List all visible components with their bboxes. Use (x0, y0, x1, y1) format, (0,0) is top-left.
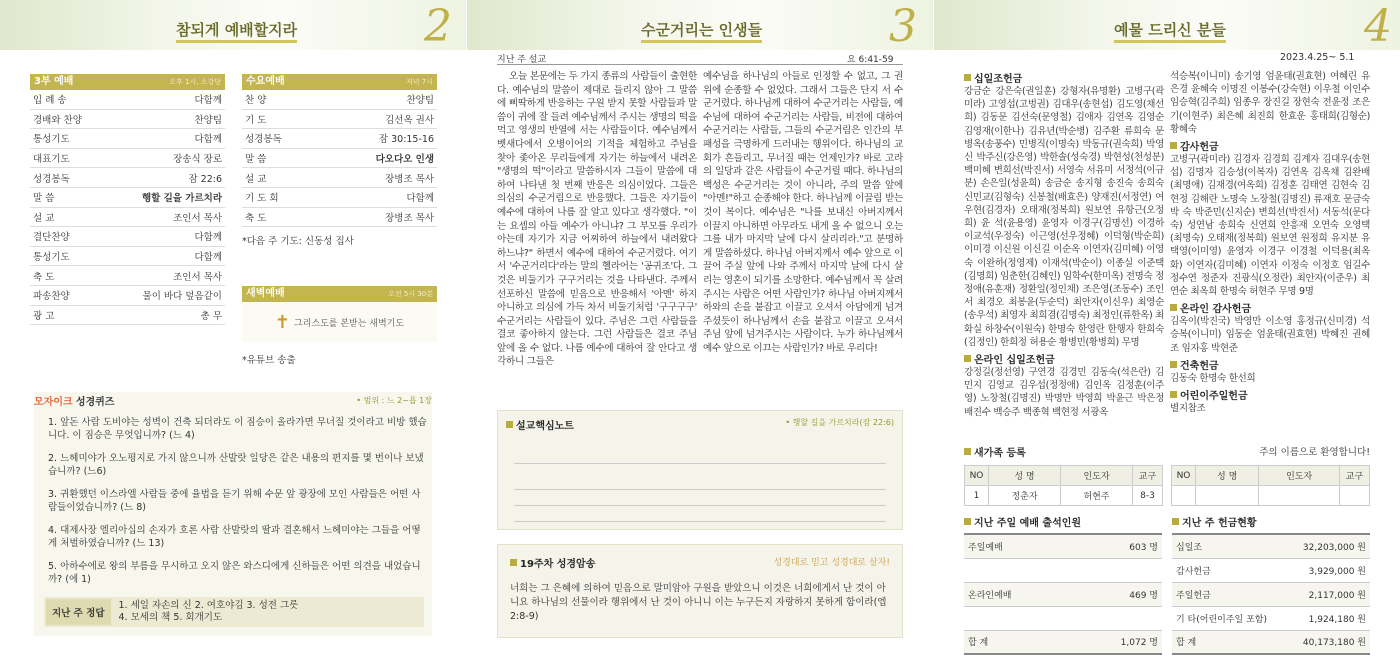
sermon-label: 지난 주 설교 (497, 55, 547, 65)
new-family-table-left: NO 성 명 인도자 교구 1 정춘자 허현주 8-3 (964, 465, 1163, 506)
cross-icon: ✝ (274, 311, 291, 333)
page-title: 예물 드리신 분들 (1114, 21, 1226, 43)
table-row (964, 558, 1162, 582)
table-row: 감사헌금 3,929,000 원 (1172, 558, 1370, 582)
tithe-names: 강금순 강은숙(권일훈) 강형자(유명환) 고병구(곽미라) 고영섭(고벙권) 김대우(송현섭) 김도영(채선희) 김동문 김선숙(문영철) 김애자 김연옥 김영순 김영재(이한나) 김유년(박순병) 김주환 류희숙 문병옥(송풍수) 민병직(이명숙) 박동규(권숙희) 박영신 박주신(강은영) 박한솔(성숙경) 박현성(천성분) 백미혜 변희선(박진서) 서영숙 서유미 서정석(이규분) 손은일(성윤희) 송금순 송지형 송진숙 송희숙 신민교(김형숙) 신봉철(배효은) 양재진(서정연) 여우현(김경자) 오태재(정복희) 원보연 유항근(오정희) 윤 석(윤용영) 윤영자 이경구(김명선) 이경하 이교석(우정숙) 이근영(선우정혜) 이덕형(박순희) 이미경 이신원 이신길 이순옥 이연자(김미혜) 이영숙 이완하(정영제) 이재석(박순이) 이종실 이준택(김명희) 임춘한(김혜인) 임학수(한미옥) 전명숙 정정애(유훈재) 정환일(정인채) 조은영(조동수) 조인서 최경오 최봉윤(두순덕) 최안자(이신우) 최영순(송우석) 최영자 최희겸(김명숙) 최정인(류한옥) 최화실 하창수(이원숙) 한명숙 한영란 한행자 한희숙(김정인) 한희정 허용순 황병민(황병희) 무명 (964, 86, 1164, 348)
last-week-answers: 지난 주 정답 1. 세일 자손의 신 2. 여호야김 3. 성전 그릇 4. 모세의 책 5. 회개기도 (44, 597, 424, 627)
children-title: 어린이주일헌금 (1170, 387, 1370, 402)
schedule-row: 기 도 김선옥 권사 (242, 110, 437, 130)
schedule-row: 통성기도 다함께 (30, 129, 225, 149)
service-3-box (30, 74, 225, 325)
quiz-item: 4. 대제사장 엘리아십의 손자가 호론 사람 산발랏의 딸과 결혼해서 느헤미야는 그들을 어떻게 처벌하였습니까? (느 13) (48, 525, 421, 549)
tithe-title: 십일조헌금 (964, 70, 1164, 85)
table-row: 합 계 1,072 명 (964, 630, 1162, 654)
schedule-row: 설 교 장병조 목사 (242, 168, 437, 188)
service-3-header: 3부 예배 오후 1시, 소강당 (30, 74, 225, 90)
table-row (964, 606, 1162, 630)
online-thanks-title: 온라인 감사헌금 (1170, 300, 1370, 315)
table-row: 주일헌금 2,117,000 원 (1172, 582, 1370, 606)
schedule-row: 대표기도 장송식 장로 (30, 149, 225, 169)
new-family-section (964, 444, 1370, 506)
schedule-row: 파송찬양 물이 바다 덮음같이 (30, 286, 225, 306)
page-3 (467, 0, 933, 662)
quiz-brand: 모자이크 (34, 396, 73, 408)
quiz-item: 1. 앞돈 사람 도비야는 성벽이 건축 되더라도 이 짐승이 올라가면 무너질 것이라고 비방 했습니다. 이 짐승은 무엇입니까? (느 4) (48, 417, 427, 441)
page-number: 4 (1364, 1, 1392, 52)
answers-label: 지난 주 정답 (46, 599, 111, 625)
next-prayer-note: *다음 주 기도: 신동성 집사 (242, 236, 354, 248)
schedule-row: 축 도 장병조 목사 (242, 208, 437, 228)
new-family-table-right: NO 성 명 인도자 교구 (1171, 465, 1370, 506)
table-row: 합 계 40,173,180 원 (1172, 630, 1370, 654)
table-row: 십일조 32,203,000 원 (1172, 534, 1370, 558)
dawn-logo: ✝ 그리스도를 본받는 새벽기도 (242, 302, 437, 342)
welcome-text: 주의 이름으로 환영합니다! (1259, 447, 1370, 458)
schedule-row: 경배와 찬양 찬양팀 (30, 110, 225, 130)
quiz-header (34, 392, 432, 408)
offering-col2 (1170, 70, 1370, 415)
page-header (0, 0, 466, 50)
thanks-title: 감사헌금 (1170, 138, 1370, 153)
wednesday-service-box (242, 74, 437, 247)
online-tithe-names: 강정길(정선영) 구연경 김경민 김동숙(석은란) 김민지 김영교 김우섭(정정애) 김인옥 김정훈(이주영) 노창철(김명진) 박명만 박영희 박윤근 박은정 배진수 백승주 백종혁 백현정 서광옥 (964, 367, 1164, 418)
page-2 (0, 0, 466, 662)
attendance-title: 지난 주일 예배 출석인원 (964, 514, 1162, 529)
schedule-row: 찬 양 찬양팀 (242, 90, 437, 110)
schedule-row: 성경봉독 잠 22:6 (30, 168, 225, 188)
page-header (467, 0, 933, 50)
schedule-row: 광 고 총 무 (30, 306, 225, 326)
schedule-row: 기 도 회 다함께 (242, 188, 437, 208)
wednesday-header: 수요예배 저녁 7시 (242, 74, 437, 90)
sermon-ref: 요 6:41-59 (847, 55, 894, 65)
online-tithe-title: 온라인 십일조헌금 (964, 351, 1164, 366)
dawn-header: 새벽예배 오전 5시 30분 (242, 286, 437, 302)
dawn-service-box (242, 286, 437, 366)
building-title: 건축헌금 (1170, 357, 1370, 372)
sermon-text-col1: 오늘 본문에는 두 가지 종류의 사람들이 출현한다. 예수님의 말씀이 제대로 들리지 않아 그 말씀에 삐딱하게 반응하는 구원 받지 못할 사람들과 말씀이 귀에 잘 들려 예수님께서 주시는 생명의 떡을 먹고 영생의 반열에 서는 사람들이다. 예수님께서 벳새다에서 오병이어의 기적을 체험하고 주님을 찾아 좇아온 무리들에게 자기는 하늘에서 내려온 "생명의 떡"이라고 말씀하시자 그들이 말씀에 대하여 나타낸 첫 번째 반응은 의심이었다. 그들은 의심의 수군거림으로 반응했다. 그들은 자기들이 예수에 대하여 나름 잘 알고 있다고 생각했다. "이는 요셉의 아들 예수가 아니냐? 그 부모를 우리가 아는데 자기가 지금 어찌하여 하늘에서 내려왔다 하느냐?" 하면서 예수에 대하여 수군거렸다. 여기서 '수군거리다'라는 말의 헬라어는 '공귀조'다. 그것은 비둘기가 구구거리는 것을 나타낸다. 주께서 선포하신 말씀에 믿음으로 반응해서 '아멘' 하지 아니하고 의심에 가득 차서 비둘기처럼 '구구구구' 수군거리는 사람들이 있다. 주님은 그런 사람들을 결코 좋아하지 않는다. 그런 사람들은 결코 주님 앞에 올 수 없다. 나름 예수에 대하여 잘 안다고 생각하니 그들은 (497, 71, 697, 368)
quiz-range: • 범위 : 느 2~욥 1장 (356, 395, 432, 405)
page-4 (934, 0, 1400, 662)
table-row: 기 타(어린이주일 포함) 1,924,180 원 (1172, 606, 1370, 630)
page-title: 참되게 예배할지라 (176, 21, 297, 43)
new-family-title: 새가족 등록 (964, 444, 1026, 459)
offering-col1 (964, 70, 1164, 419)
memory-header: 19주차 성경암송 성경대로 믿고 성경대로 살자! (498, 545, 902, 580)
thanks-names: 고병구(곽미라) 김경자 김경희 김계자 김대우(송현섭) 김명자 김승성(이복자) 김연옥 김옥채 김완배(최명애) 김재경(여옥희) 김정훈 김태연 김현숙 김현정 김해란 노명숙 노장철(김명진) 류재호 문금숙 박 숙 박준민(신지순) 변희선(박진서) 서동석(문다숙) 성연남 송희숙 신연희 안흥재 오연숙 오영택(최명숙) 오태재(정복희) 원보연 원정희 유지분 유택영(이미영) 윤영자 이경구 이경철 이덕용(최옥화) 이연자(김미혜) 이연자 이정숙 이정호 임길수 정수연 정준자 진광식(오정란) 최안자(이준우) 최연순 최옥희 한명숙 허현주 무명 9명 (1170, 154, 1370, 298)
building-names: 김동숙 한명숙 한선희 (1170, 372, 1256, 384)
page-number: 2 (424, 1, 452, 52)
schedule-row: 통성기도 다함께 (30, 247, 225, 267)
page-header (934, 0, 1400, 50)
schedule-row: 입 례 송 다함께 (30, 90, 225, 110)
table-row: 온라인예배 469 명 (964, 582, 1162, 606)
tithe-names-cont: 석승복(이니미) 송기영 엄윤태(권효현) 여혜린 유은경 윤혜숙 이명진 이봉수(강숙현) 이우철 이인수 임승혁(김주희) 임종우 장진길 장현숙 전윤정 조은기(이현주) 최은혜 최진희 한효운 홍태희(김형순) 황혜숙 (1170, 71, 1370, 135)
sermon-note-box (497, 410, 903, 530)
memory-verse: 너희는 그 은혜에 의하여 믿음으로 말미암아 구원을 받았으니 이것은 너희에게서 난 것이 아니요 하나님의 선물이라 행위에서 난 것이 아니니 이는 누구든지 자랑하지 못하게 함이라(엡 2:8-9) (510, 583, 887, 622)
offering-summary-section (1172, 514, 1370, 655)
page-title: 수군거리는 인생들 (641, 21, 762, 43)
page-number: 3 (889, 1, 917, 52)
sermon-text-col2: 예수님을 하나님의 아들로 인정할 수 없고, 그 권위에 순종할 수 없었다. 그래서 그들은 단지 서 수군거렸다. 하나님께 대하여 수군거리는 사람들, 예수님에 대하여 수군거리는 사람들, 비전에 대하여 수군거리는 사람들, 그들의 수군거림은 인간의 부패성을 극명하게 드러내는 행위이다. 하나님의 교회가 흔들리고, 무너질 때는 언제인가? 바로 고라의 일당과 같은 사람들이 수군거릴 때다. 하나님의 백성은 수군거리는 것이 아니라, 주의 말씀 앞에 "아멘!"하고 순종해야 한다. 하나님께 이끌림 받는 것이 복이다. 예수님은 "나를 보내신 아버지께서 이끌지 아니하면 아무라도 내게 올 수 없으니 오는 그를 내가 마지막 날에 다시 살리리라."고 분명하게 말씀하셨다. 하나님 아버지께서 예수 앞으로 이끌어 주실 앞에 나와 주께서 마지막 날에 다시 살리는 영혼이 되기를 소망한다. 예수님께서 꼭 살려주시는 사람은 어떤 사람인가? 하나님 아버지께서 하와의 손을 붙잡고 이끌고 오셔서 아담에게 넘겨주셨듯이 하나님께서 손을 붙잡고 이끌고 오셔서 주님 앞에 넘겨주시는 사람이다. 누가 하나님께서 예수 앞으로 이끄는 사람인가? 바로 우리다! (703, 71, 903, 354)
note-header: 설교핵심노트 • 행할 길을 가르치라(잠 22:6) (498, 411, 902, 438)
quiz-item: 3. 귀환했던 이스라엘 사람들 중에 율법을 듣기 위해 수문 앞 광장에 모인 사람들은 어떤 사람들이었습니까? (느 8) (48, 489, 421, 513)
schedule-row: 말 씀 다오다오 인생 (242, 149, 437, 169)
memory-verse-box (497, 544, 903, 638)
offering-date: 2023.4.25~ 5.1 (1280, 52, 1355, 63)
attendance-table (964, 533, 1162, 655)
bible-quiz (34, 392, 432, 636)
offering-summary-table (1172, 533, 1370, 655)
quiz-title: 성경퀴즈 (75, 396, 115, 408)
schedule-row: 축 도 조인서 목사 (30, 266, 225, 286)
quiz-item: 2. 느헤미야가 오노평지로 가지 않으니까 산발랏 일당은 같은 내용의 편지를 몇 번이나 보냈습니까? (느6) (48, 453, 424, 477)
schedule-row: 말 씀 행할 길을 가르치라 (30, 188, 225, 208)
children-note: 별지참조 (1170, 403, 1206, 415)
youtube-note: *유튜브 송출 (242, 355, 296, 366)
schedule-row: 성경봉독 잠 30:15-16 (242, 129, 437, 149)
attendance-section (964, 514, 1162, 655)
online-thanks-names: 김옥이(박진국) 박영만 이소영 홍정규(신미경) 석승복(이니미) 임동순 엄윤태(권효현) 박혜진 권혜조 임자홍 박현준 (1170, 316, 1370, 354)
offering-summary-title: 지난 주 헌금현황 (1172, 514, 1370, 529)
table-row: 1 정춘자 허현주 8-3 (965, 486, 1163, 506)
schedule-row: 결단찬양 다함께 (30, 227, 225, 247)
schedule-row: 설 교 조인서 목사 (30, 208, 225, 228)
quiz-item: 5. 아하수에로 왕의 부름을 무시하고 오지 않은 와스디에게 신하들은 어떤 의견을 내었습니까? (에 1) (48, 561, 421, 585)
table-row: 주일예배 603 명 (964, 534, 1162, 558)
